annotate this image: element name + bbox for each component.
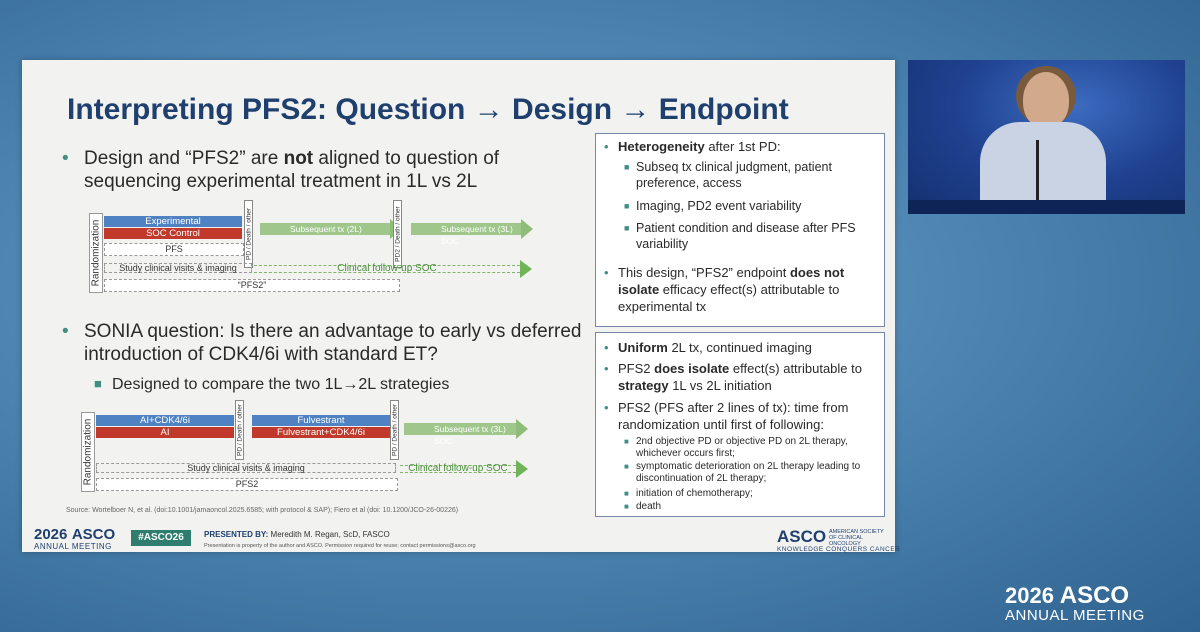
sub-bullet-text: Designed to compare the two 1L→2L strategies [112, 376, 450, 393]
panel-sub-item: ■ Imaging, PD2 event variability [624, 199, 802, 213]
pd-death-marker-2: PD / Death / other [390, 400, 399, 460]
pfs2-span: PFS2 [96, 478, 398, 491]
asco-meeting-logo: 2026 ASCO ANNUAL MEETING [34, 526, 116, 551]
asco-overlay-logo: 2026 ASCO ANNUAL MEETING [1005, 582, 1145, 624]
bar-fulvestrant: Fulvestrant [252, 415, 390, 426]
clinical-followup-line: Clinical follow-up SOC [400, 465, 516, 473]
pfs-label: PFS [104, 243, 244, 256]
randomization-box: Randomization [81, 412, 95, 492]
bar-fulvestrant-cdk: Fulvestrant+CDK4/6i [252, 427, 390, 438]
panel-item-pfs2-definition: • PFS2 (PFS after 2 lines of tx): time from randomization until first of following: [604, 400, 849, 432]
hashtag-badge: #ASCO26 [131, 530, 191, 546]
square-bullet: ■ [94, 376, 102, 391]
bullet-text: Design and “PFS2” are [84, 148, 284, 169]
podium [908, 200, 1185, 214]
pd-death-marker-1: PD / Death / other [235, 400, 244, 460]
arrow-subsequent-2l: Subsequent tx (2L) [260, 223, 390, 235]
bullet-dot: • [62, 148, 69, 169]
bullet-text: aligned to question of sequencing experimental treatment in 1L vs 2L [84, 148, 500, 192]
panel-uniform [595, 332, 885, 517]
bullet-bold: not [283, 148, 314, 169]
bar-soc-control: SOC Control [104, 228, 242, 239]
panel-small-item: ■ symptomatic deterioration on 2L therapy leading to discontinuation of 2L therapy; [624, 461, 861, 484]
bar-ai-cdk: AI+CDK4/6i [96, 415, 234, 426]
slide-title: Interpreting PFS2: Question → Design → Endpoint [67, 93, 789, 126]
clinical-followup-line: Clinical follow-up SOC [254, 265, 520, 273]
study-visits-line: Study clinical visits & imaging [96, 463, 396, 473]
arrow-subsequent-3l: Subsequent tx (3L) SOC [411, 223, 521, 235]
panel-sub-item: ■ Subseq tx clinical judgment, patient preference, access [624, 160, 832, 190]
panel-item-does-not-isolate: • This design, “PFS2” endpoint does not isolate efficacy effect(s) attributable to experimental tx [604, 265, 845, 314]
asco-logo: ASCO AMERICAN SOCIETY OF CLINICAL ONCOLOGY KNOWLEDGE CONQUERS CANCER [777, 527, 901, 553]
bar-experimental: Experimental [104, 216, 242, 227]
arrow-subsequent-3l: Subsequent tx (3L) SOC [404, 423, 516, 435]
panel-item-uniform: • Uniform 2L tx, continued imaging [604, 340, 812, 355]
panel-item-heterogeneity: • Heterogeneity after 1st PD: [604, 139, 781, 154]
pfs2-span: “PFS2” [104, 279, 400, 292]
panel-small-item: ■ 2nd objective PD or objective PD on 2L therapy, whichever occurs first; [624, 436, 848, 459]
panel-sub-item: ■ Patient condition and disease after PFS variability [624, 221, 856, 251]
bullet-sonia-question [62, 320, 604, 366]
pd2-death-marker: PD2 / Death / other [393, 200, 402, 268]
study-visits-line: Study clinical visits & imaging [104, 263, 252, 273]
sub-bullet-designed [94, 376, 450, 394]
randomization-box: Randomization [89, 213, 103, 293]
panel-item-does-isolate: • PFS2 does isolate effect(s) attributable to strategy 1L vs 2L initiation [604, 361, 862, 393]
bullet-dot: • [62, 321, 69, 342]
permission-note: Presentation is property of the author and ASCO. Permission required for reuse; contact permissions@asco.org [204, 543, 476, 549]
pd-death-marker-1: PD / Death / other [244, 200, 253, 268]
source-citation: Source: Wortelboer N, et al. (doi:10.1001/jamaoncol.2025.6585; with protocol & SAP); Fiero et al (doi: 10.1200/JCO-26-00226) [66, 507, 459, 514]
bullet-design-not-aligned [62, 147, 584, 193]
panel-heterogeneity [595, 133, 885, 327]
speaker-head [1023, 72, 1069, 128]
bar-ai: AI [96, 427, 234, 438]
bullet-text: SONIA question: Is there an advantage to early vs deferred introduction of CDK4/6i with standard ET? [84, 321, 582, 365]
microphone [1036, 140, 1039, 205]
panel-small-item: ■ initiation of chemotherapy; [624, 488, 753, 499]
panel-small-item: ■ death [624, 501, 662, 512]
presented-by: PRESENTED BY: Meredith M. Regan, ScD, FASCO [204, 530, 390, 539]
presentation-slide [22, 60, 901, 553]
speaker-video-feed [908, 60, 1185, 214]
